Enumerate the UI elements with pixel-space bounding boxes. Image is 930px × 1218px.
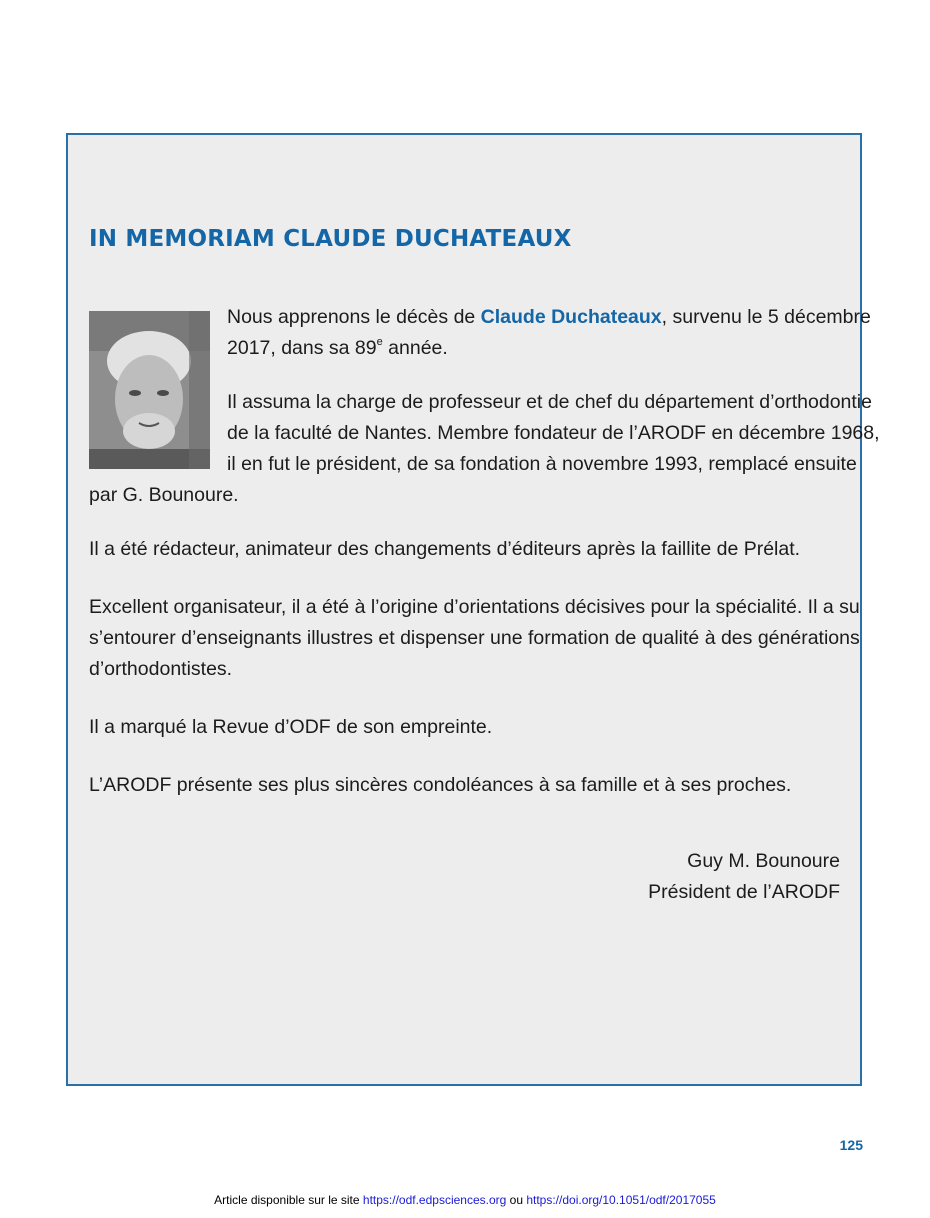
organizer-line-2: s’entourer d’enseignants illustres et dispenser une formation de qualité à des générations — [89, 627, 860, 649]
organizer-line-1: Excellent organisateur, il a été à l’origine d’orientations décisives pour la spécialité. Il a su — [89, 596, 860, 618]
footer-middle: ou — [506, 1193, 527, 1207]
career-line-4: par G. Bounoure. — [89, 484, 239, 506]
footer-prefix: Article disponible sur le site — [214, 1193, 363, 1207]
portrait-photo — [89, 311, 210, 469]
intro-paragraph — [227, 302, 871, 364]
signature-role: Président de l’ARODF — [648, 881, 840, 903]
journal-site-link[interactable]: https://odf.edpsciences.org — [362, 1193, 507, 1207]
career-paragraph — [227, 387, 880, 480]
career-line-1: Il assuma la charge de professeur et de chef du département d’orthodontie — [227, 391, 872, 413]
article-title: IN MEMORIAM CLAUDE DUCHATEAUX — [89, 226, 572, 252]
signature-name: Guy M. Bounoure — [687, 850, 840, 872]
condolences-paragraph: L’ARODF présente ses plus sincères condoléances à sa famille et à ses proches. — [89, 774, 792, 796]
intro-text-b: , survenu le 5 décembre — [661, 306, 871, 328]
career-line-3: il en fut le président, de sa fondation à novembre 1993, remplacé ensuite — [227, 453, 857, 475]
footer-availability — [0, 1193, 930, 1207]
legacy-paragraph: Il a marqué la Revue d’ODF de son empreinte. — [89, 716, 493, 738]
career-line-2: de la faculté de Nantes. Membre fondateur de l’ARODF en décembre 1968, — [227, 422, 880, 444]
editor-paragraph: Il a été rédacteur, animateur des changements d’éditeurs après la faillite de Prélat. — [89, 538, 801, 560]
intro-text-c: 2017, dans sa 89 — [227, 337, 377, 359]
intro-text-d: année. — [382, 337, 448, 359]
ordinal-superscript: e — [376, 335, 383, 348]
organizer-paragraph — [89, 592, 860, 685]
organizer-line-3: d’orthodontistes. — [89, 658, 233, 680]
person-name: Claude Duchateaux — [480, 306, 662, 328]
doi-link[interactable]: https://doi.org/10.1051/odf/2017055 — [526, 1193, 716, 1207]
page-number: 125 — [839, 1137, 863, 1153]
intro-text-a: Nous apprenons le décès de — [227, 306, 481, 328]
